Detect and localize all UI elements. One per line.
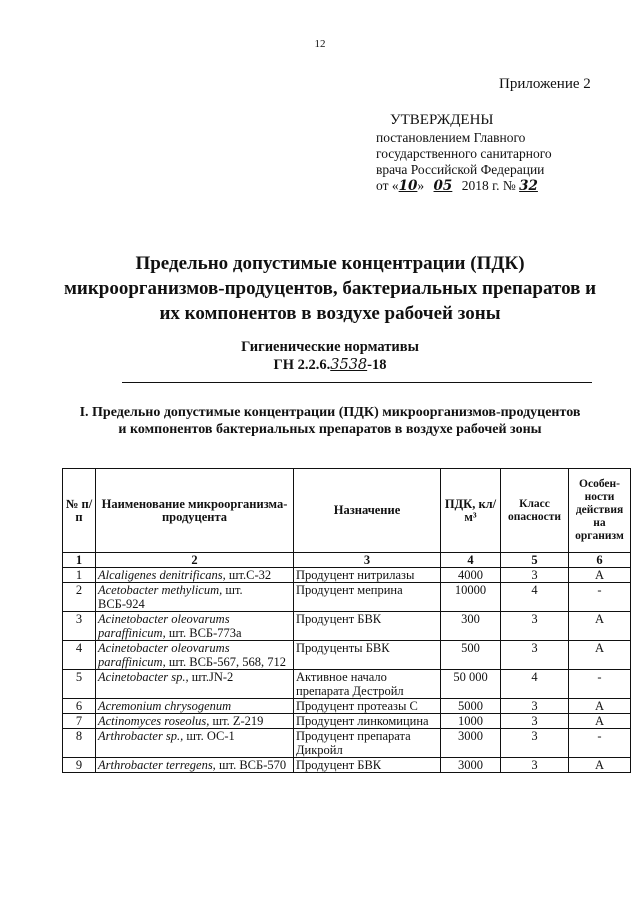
action-feature: -	[569, 729, 631, 758]
col-number: 6	[569, 553, 631, 568]
purpose: Продуцент нитрилазы	[294, 568, 441, 583]
pdk-value: 5000	[441, 699, 501, 714]
date-mid: »	[417, 178, 425, 193]
action-feature: А	[569, 714, 631, 729]
hazard-class: 3	[501, 641, 569, 670]
pdk-table	[62, 468, 631, 773]
organism-latin-name: Acetobacter methylicum,	[98, 583, 223, 597]
col-number: 1	[63, 553, 96, 568]
purpose: Продуценты БВК	[294, 641, 441, 670]
divider-line	[122, 382, 592, 383]
action-feature: А	[569, 641, 631, 670]
organism-name	[96, 699, 294, 714]
action-feature: А	[569, 568, 631, 583]
header-name: Наименование микроорганизма-продуцента	[96, 469, 294, 553]
pdk-value: 4000	[441, 568, 501, 583]
organism-name	[96, 729, 294, 758]
date-prefix: от «	[376, 178, 399, 193]
table-row	[63, 568, 631, 583]
subtitle-line-1: Гигиенические нормативы	[241, 339, 419, 355]
page-number: 12	[314, 38, 326, 50]
hazard-class: 3	[501, 568, 569, 583]
row-number: 4	[63, 641, 96, 670]
action-feature: А	[569, 758, 631, 773]
header-purpose: Назначение	[294, 469, 441, 553]
header-num: № п/п	[63, 469, 96, 553]
appendix-label: Приложение 2	[499, 76, 591, 92]
pdk-value: 3000	[441, 758, 501, 773]
organism-strain: шт.С-32	[228, 568, 272, 582]
organism-latin-name: Arthrobacter terregens,	[98, 758, 216, 772]
organism-latin-name: Actinomyces roseolus,	[98, 714, 210, 728]
hazard-class: 4	[501, 583, 569, 612]
organism-latin-name: Acinetobacter oleovarums paraffinicum,	[98, 612, 230, 640]
col-number: 4	[441, 553, 501, 568]
hazard-class: 4	[501, 670, 569, 699]
column-number-row	[63, 553, 631, 568]
action-feature: А	[569, 612, 631, 641]
col-number: 5	[501, 553, 569, 568]
organism-name	[96, 670, 294, 699]
approval-line: государственного санитарного	[376, 146, 552, 161]
organism-latin-name: Acremonium chrysogenum	[98, 699, 232, 713]
norm-code-prefix: ГН 2.2.6.	[273, 357, 331, 373]
purpose: Продуцент меприна	[294, 583, 441, 612]
pdk-value: 500	[441, 641, 501, 670]
organism-name	[96, 612, 294, 641]
purpose: Продуцент протеазы С	[294, 699, 441, 714]
subtitle-line-2	[60, 356, 600, 374]
table-row	[63, 583, 631, 612]
action-feature: -	[569, 670, 631, 699]
header-pdk: ПДК, кл/м³	[441, 469, 501, 553]
approval-line: постановлением Главного	[376, 130, 526, 145]
purpose: Активное начало препарата Дестройл	[294, 670, 441, 699]
norm-number-handwritten: 3538	[330, 357, 368, 373]
hazard-class: 3	[501, 714, 569, 729]
row-number: 6	[63, 699, 96, 714]
purpose: Продуцент БВК	[294, 612, 441, 641]
organism-latin-name: Alcaligenes denitrificans,	[98, 568, 226, 582]
table-row	[63, 641, 631, 670]
pdk-value: 10000	[441, 583, 501, 612]
row-number: 9	[63, 758, 96, 773]
date-number-handwritten: 32	[519, 178, 538, 194]
row-number: 5	[63, 670, 96, 699]
header-feature: Особен-ности действия на организм	[569, 469, 631, 553]
table-row	[63, 699, 631, 714]
organism-strain: шт.JN-2	[191, 670, 234, 684]
date-day-handwritten: 10	[398, 178, 418, 194]
organism-strain: шт. ВСБ-924	[98, 583, 243, 611]
section-title: I. Предельно допустимые концентрации (ПДК) микроорганизмов-продуцентов и компонентов бактериальных препаратов в воздухе рабочей зоны	[79, 405, 581, 437]
pdk-value: 50 000	[441, 670, 501, 699]
table-row	[63, 670, 631, 699]
row-number: 1	[63, 568, 96, 583]
date-year: 2018 г. №	[461, 178, 516, 193]
table-row	[63, 612, 631, 641]
hazard-class: 3	[501, 699, 569, 714]
table-row	[63, 714, 631, 729]
document-subtitle	[60, 338, 600, 374]
organism-name	[96, 641, 294, 670]
organism-name	[96, 583, 294, 612]
purpose: Продуцент линкомицина	[294, 714, 441, 729]
date-month-handwritten: 05	[433, 178, 453, 194]
row-number: 2	[63, 583, 96, 612]
organism-name	[96, 758, 294, 773]
organism-strain: шт. Z-219	[212, 714, 264, 728]
table-header-row	[63, 469, 631, 553]
table-row	[63, 758, 631, 773]
organism-latin-name: Acinetobacter oleovarums paraffinicum,	[98, 641, 230, 669]
norm-code-suffix: -18	[367, 357, 387, 373]
approval-block	[376, 112, 552, 194]
purpose: Продуцент БВК	[294, 758, 441, 773]
purpose: Продуцент препарата Дикройл	[294, 729, 441, 758]
row-number: 7	[63, 714, 96, 729]
hazard-class: 3	[501, 758, 569, 773]
col-number: 2	[96, 553, 294, 568]
action-feature: А	[569, 699, 631, 714]
approval-date-line	[376, 178, 552, 194]
pdk-value: 1000	[441, 714, 501, 729]
approval-heading: УТВЕРЖДЕНЫ	[390, 112, 494, 128]
document-title: Предельно допустимые концентрации (ПДК) микроорганизмов-продуцентов, бактериальных препаратов и их компонентов в воздухе рабочей зоны	[63, 253, 597, 324]
row-number: 8	[63, 729, 96, 758]
organism-latin-name: Arthrobacter sp.,	[98, 729, 184, 743]
action-feature: -	[569, 583, 631, 612]
table-row	[63, 729, 631, 758]
hazard-class: 3	[501, 729, 569, 758]
hazard-class: 3	[501, 612, 569, 641]
approval-line: врача Российской Федерации	[376, 162, 545, 177]
header-class: Класс опасности	[501, 469, 569, 553]
organism-strain: шт. ВСБ-567, 568, 712	[168, 655, 287, 669]
organism-strain: шт. ВСБ-773а	[168, 626, 242, 640]
organism-name	[96, 568, 294, 583]
organism-strain: шт. ВСБ-570	[218, 758, 287, 772]
organism-strain: шт. ОС-1	[186, 729, 235, 743]
pdk-value: 300	[441, 612, 501, 641]
col-number: 3	[294, 553, 441, 568]
organism-name	[96, 714, 294, 729]
row-number: 3	[63, 612, 96, 641]
organism-latin-name: Acinetobacter sp.,	[98, 670, 189, 684]
pdk-value: 3000	[441, 729, 501, 758]
